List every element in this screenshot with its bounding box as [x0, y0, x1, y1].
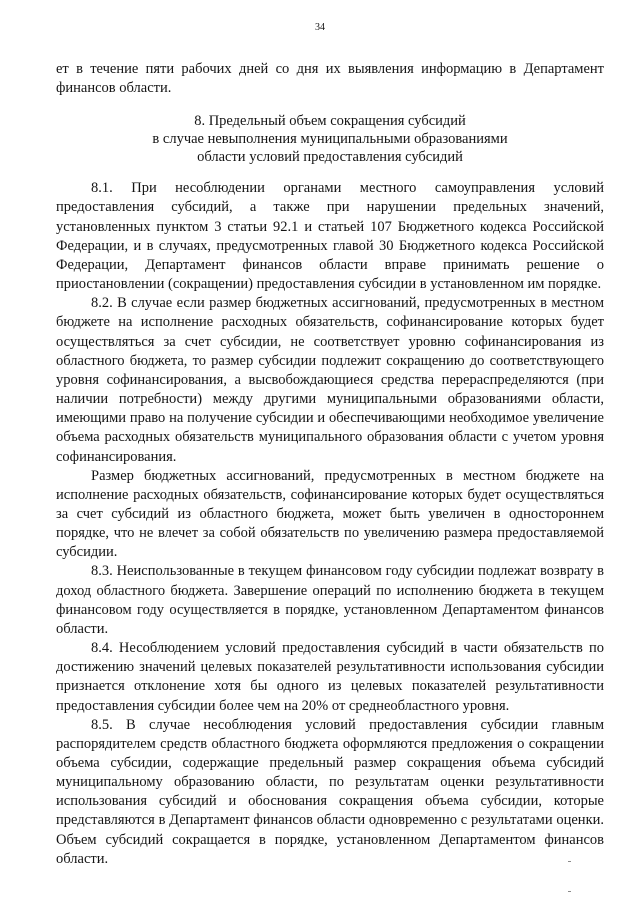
paragraph-8-3: 8.3. Неиспользованные в текущем финансовом году субсидии подлежат возврату в доход областного бюджета. Завершение операций по исполнению бюджета в текущем финансовом году осуществляется в порядке, установленном Департаментом финансов области.	[56, 563, 604, 637]
intro-paragraph: ет в течение пяти рабочих дней со дня их выявления информацию в Департамент финансов области.	[56, 61, 604, 97]
paragraph-8-5: 8.5. В случае несоблюдения условий предоставления субсидии главным распорядителем средств областного бюджета оформляются предложения о сокращении объема субсидии, содержащие предельный размер сокращения объема субсидий муниципальному образованию области, по результатам оценки результативности использования субсидий и обоснования сокращения объема субсидии, которые представляются в Департамент финансов области одновременно с результатами оценки. Объем субсидий сокращается в порядке, установленном Департаментом финансов области.	[56, 716, 604, 867]
scan-mark	[568, 861, 571, 862]
section-heading-line-1: 8. Предельный объем сокращения субсидий	[194, 113, 466, 130]
paragraph-8-2-continuation: Размер бюджетных ассигнований, предусмотренных в местном бюджете на исполнение расходных обязательств, софинансирование которых будет осуществляться за счет субсидий из областного бюджета, может быть увеличен в одностороннем порядке, что не влечет за собой обязательств по увеличению размера предоставляемой субсидии.	[56, 467, 604, 561]
paragraph-8-1: 8.1. При несоблюдении органами местного самоуправления условий предоставления субсидий, а также при нарушении предельных значений, установленных пунктом 3 статьи 92.1 и статьей 107 Бюджетного кодекса Российской Федерации, и в случаях, предусмотренных главой 30 Бюджетного кодекса Российской Федерации, Департамент финансов области вправе принимать решение о приостановлении (сокращении) предоставления субсидии в установленном им порядке.	[56, 180, 604, 293]
section-heading-line-2: в случае невыполнения муниципальными образованиями	[152, 131, 508, 148]
page-number: 34	[315, 22, 325, 33]
paragraph-8-4: 8.4. Несоблюдением условий предоставления субсидий в части обязательств по достижению значений целевых показателей результативности использования субсидии признается отклонение хотя бы одного из целевых показателей результативности предоставления субсидии более чем на 20% от среднеобластного уровня.	[56, 640, 604, 714]
section-heading-line-3: области условий предоставления субсидий	[197, 149, 463, 166]
document-body	[56, 60, 604, 869]
section-heading	[56, 112, 604, 166]
scan-mark	[568, 891, 571, 892]
paragraph-8-2: 8.2. В случае если размер бюджетных ассигнований, предусмотренных в местном бюджете на исполнение расходных обязательств, софинансирование которых будет осуществляться за счет субсидии, не соответствует уровню софинансирования из областного бюджета, то размер субсидии подлежит сокращению до соответствующего уровня софинансирования, а высвобождающиеся средства перераспределяются (при наличии потребности) между другими муниципальными образованиями области, имеющими право на получение субсидии и обеспечивающими необходимое увеличение объема расходных обязательств муниципального образования области с учетом уровня софинансирования.	[56, 295, 604, 465]
